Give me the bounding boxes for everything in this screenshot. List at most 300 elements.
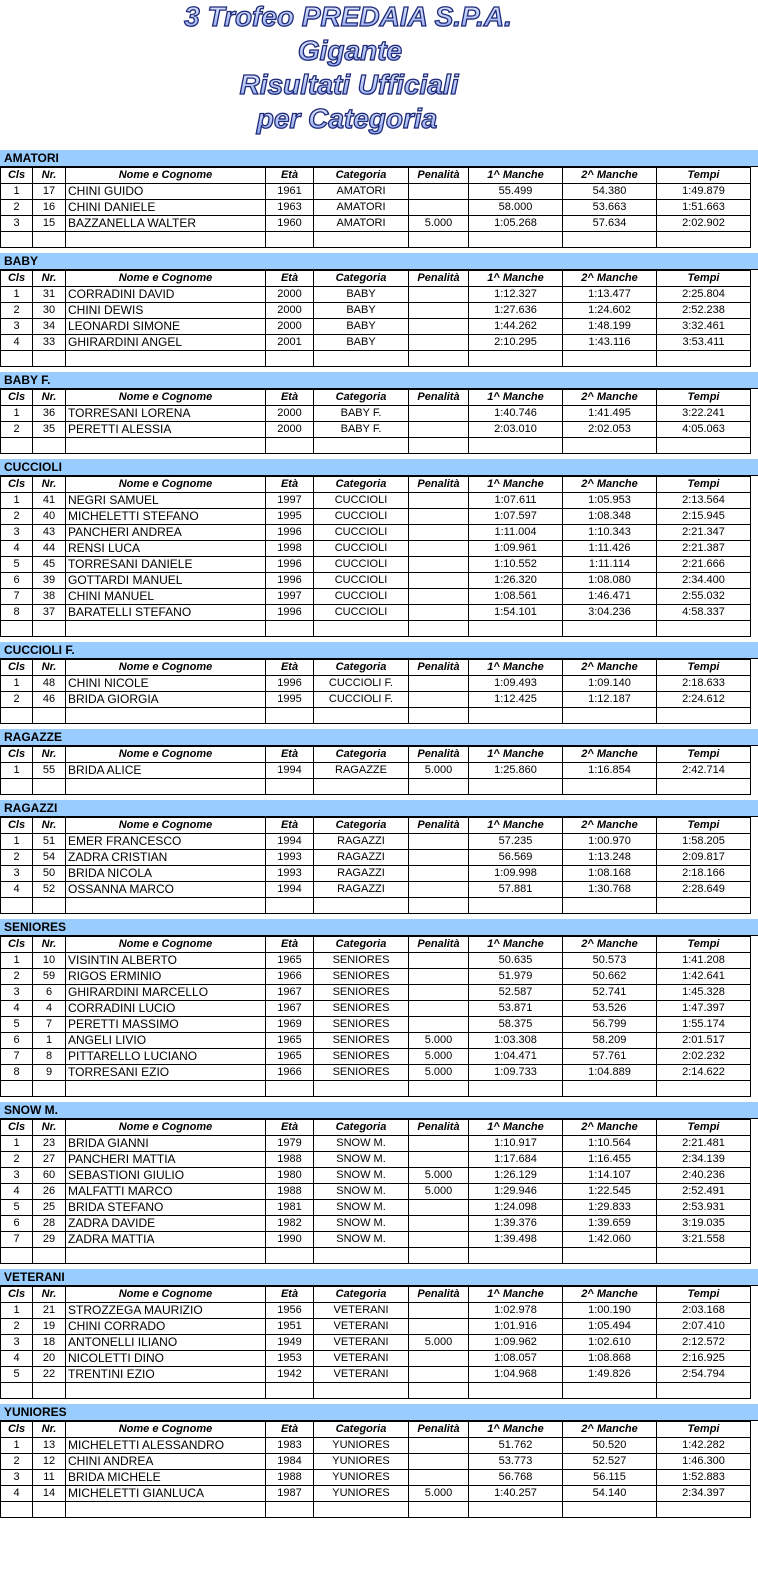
table-cell: 37 <box>33 605 66 621</box>
table-cell: 2:18.166 <box>657 866 751 882</box>
table-cell: SNOW M. <box>314 1168 409 1184</box>
table-cell: GHIRARDINI ANGEL <box>66 335 266 351</box>
table-cell: 1 <box>1 406 33 422</box>
table-cell: 1:04.889 <box>563 1065 657 1081</box>
table-cell: 56.768 <box>469 1470 563 1486</box>
table-cell: 1988 <box>266 1152 314 1168</box>
table-cell: 1:09.140 <box>563 676 657 692</box>
table-row <box>1 493 751 509</box>
column-header: Nome e Cognome <box>66 747 266 763</box>
table-cell: 2:02.053 <box>563 422 657 438</box>
table-cell: 2:34.400 <box>657 573 751 589</box>
table-cell: 1983 <box>266 1438 314 1454</box>
table-cell: RAGAZZE <box>314 763 409 779</box>
table-cell: 1:39.659 <box>563 1216 657 1232</box>
table-cell: TORRESANI LORENA <box>66 406 266 422</box>
table-cell: 54 <box>33 850 66 866</box>
column-header: Penalità <box>409 271 469 287</box>
table-cell: 1:04.968 <box>469 1367 563 1383</box>
empty-cell <box>66 1248 266 1264</box>
table-row <box>1 303 751 319</box>
empty-cell <box>563 779 657 795</box>
table-cell: 1:46.471 <box>563 589 657 605</box>
table-cell: 1966 <box>266 969 314 985</box>
empty-cell <box>314 1081 409 1097</box>
table-cell: 27 <box>33 1152 66 1168</box>
column-header: Tempi <box>657 390 751 406</box>
table-cell: RAGAZZI <box>314 834 409 850</box>
table-cell: 2000 <box>266 287 314 303</box>
column-header: Penalità <box>409 660 469 676</box>
table-row <box>1 1232 751 1248</box>
table-cell: 2:07.410 <box>657 1319 751 1335</box>
table-cell: 2:02.902 <box>657 216 751 232</box>
column-header: Nome e Cognome <box>66 168 266 184</box>
category-block <box>0 459 758 642</box>
table-cell: 1:40.257 <box>469 1486 563 1502</box>
table-row <box>1 589 751 605</box>
table-cell: 1:07.597 <box>469 509 563 525</box>
table-cell: CUCCIOLI <box>314 541 409 557</box>
table-cell: YUNIORES <box>314 1486 409 1502</box>
empty-cell <box>657 708 751 724</box>
table-cell <box>409 422 469 438</box>
table-cell <box>409 1216 469 1232</box>
table-row <box>1 1152 751 1168</box>
results-table <box>0 659 751 724</box>
table-cell: 1984 <box>266 1454 314 1470</box>
table-row <box>1 573 751 589</box>
table-row <box>1 216 751 232</box>
table-cell <box>409 969 469 985</box>
column-header: Nr. <box>33 168 66 184</box>
column-header: 2^ Manche <box>563 1422 657 1438</box>
column-header: 2^ Manche <box>563 390 657 406</box>
table-cell: 54.140 <box>563 1486 657 1502</box>
empty-cell <box>1 1081 33 1097</box>
table-cell: 19 <box>33 1319 66 1335</box>
table-cell: 1:08.057 <box>469 1351 563 1367</box>
table-cell: ANGELI LIVIO <box>66 1033 266 1049</box>
table-cell: 1 <box>1 953 33 969</box>
column-header: Nome e Cognome <box>66 1287 266 1303</box>
table-cell: 5 <box>1 1017 33 1033</box>
category-block <box>0 372 758 459</box>
table-cell: 2:34.139 <box>657 1152 751 1168</box>
table-cell: BABY <box>314 303 409 319</box>
table-cell: 1:09.998 <box>469 866 563 882</box>
table-cell: 15 <box>33 216 66 232</box>
table-cell: 1:47.397 <box>657 1001 751 1017</box>
empty-cell <box>1 351 33 367</box>
column-header: Categoria <box>314 1287 409 1303</box>
table-row <box>1 1001 751 1017</box>
empty-cell <box>1 779 33 795</box>
table-cell: 4 <box>1 882 33 898</box>
table-cell: 2:28.649 <box>657 882 751 898</box>
table-cell: 57.634 <box>563 216 657 232</box>
column-header: Nr. <box>33 390 66 406</box>
column-header: 2^ Manche <box>563 1287 657 1303</box>
table-cell: BABY F. <box>314 406 409 422</box>
table-cell: 5.000 <box>409 1168 469 1184</box>
column-header: Cls <box>1 168 33 184</box>
table-cell: 52.587 <box>469 985 563 1001</box>
column-header: 2^ Manche <box>563 818 657 834</box>
column-header: Categoria <box>314 477 409 493</box>
table-cell <box>409 1152 469 1168</box>
table-cell: 1:39.376 <box>469 1216 563 1232</box>
table-cell: 1995 <box>266 692 314 708</box>
empty-cell <box>1 1502 33 1518</box>
empty-cell <box>409 1081 469 1097</box>
table-cell: 1996 <box>266 557 314 573</box>
table-cell: 1:11.426 <box>563 541 657 557</box>
empty-cell <box>314 1383 409 1399</box>
table-cell: 4:58.337 <box>657 605 751 621</box>
table-cell: 1:48.199 <box>563 319 657 335</box>
column-header: Età <box>266 937 314 953</box>
column-header: Nome e Cognome <box>66 660 266 676</box>
table-cell: 1:41.495 <box>563 406 657 422</box>
table-cell: OSSANNA MARCO <box>66 882 266 898</box>
table-cell: 1:54.101 <box>469 605 563 621</box>
table-cell <box>409 287 469 303</box>
table-cell <box>409 1351 469 1367</box>
table-cell: 1:00.190 <box>563 1303 657 1319</box>
empty-cell <box>657 621 751 637</box>
table-cell: BRIDA GIORGIA <box>66 692 266 708</box>
table-row <box>1 1033 751 1049</box>
table-cell: 35 <box>33 422 66 438</box>
table-cell: 2:53.931 <box>657 1200 751 1216</box>
table-row <box>1 1486 751 1502</box>
empty-cell <box>33 1502 66 1518</box>
table-cell: 1:12.187 <box>563 692 657 708</box>
column-header: Nr. <box>33 1287 66 1303</box>
table-cell: 57.761 <box>563 1049 657 1065</box>
empty-cell <box>33 1383 66 1399</box>
table-cell: 8 <box>1 1065 33 1081</box>
table-cell: 51.979 <box>469 969 563 985</box>
column-header: Tempi <box>657 937 751 953</box>
empty-cell <box>563 351 657 367</box>
title-line-3: Risultati Ufficiali <box>239 69 459 100</box>
column-header: Età <box>266 1287 314 1303</box>
table-cell: 1:09.961 <box>469 541 563 557</box>
table-row <box>1 557 751 573</box>
column-header: 1^ Manche <box>469 660 563 676</box>
table-cell: RENSI LUCA <box>66 541 266 557</box>
column-header: Penalità <box>409 1120 469 1136</box>
table-cell: 6 <box>1 1033 33 1049</box>
table-cell: 1:51.663 <box>657 200 751 216</box>
table-cell: VETERANI <box>314 1303 409 1319</box>
table-cell: 14 <box>33 1486 66 1502</box>
empty-cell <box>469 438 563 454</box>
table-cell: 1:03.308 <box>469 1033 563 1049</box>
column-header: Penalità <box>409 168 469 184</box>
table-cell: AMATORI <box>314 200 409 216</box>
table-cell: 1:24.602 <box>563 303 657 319</box>
empty-cell <box>266 898 314 914</box>
table-cell: 13 <box>33 1438 66 1454</box>
table-cell: 7 <box>33 1017 66 1033</box>
table-cell: 1960 <box>266 216 314 232</box>
table-cell: 1:42.282 <box>657 1438 751 1454</box>
table-row <box>1 1454 751 1470</box>
table-cell: ZADRA MATTIA <box>66 1232 266 1248</box>
category-block <box>0 150 758 253</box>
category-block <box>0 729 758 800</box>
empty-cell <box>266 1383 314 1399</box>
column-header: Cls <box>1 390 33 406</box>
table-cell: RAGAZZI <box>314 866 409 882</box>
category-header: YUNIORES <box>0 1404 758 1421</box>
table-cell: 2000 <box>266 406 314 422</box>
table-cell: 4:05.063 <box>657 422 751 438</box>
table-cell: 1965 <box>266 1033 314 1049</box>
table-cell: BRIDA GIANNI <box>66 1136 266 1152</box>
title-line-1: 3 Trofeo PREDAIA S.P.A. <box>184 1 512 32</box>
table-cell: 50 <box>33 866 66 882</box>
table-cell: CUCCIOLI <box>314 605 409 621</box>
table-cell: 25 <box>33 1200 66 1216</box>
table-header-row <box>1 168 751 184</box>
column-header: Età <box>266 390 314 406</box>
empty-cell <box>314 351 409 367</box>
table-cell: 1:27.636 <box>469 303 563 319</box>
column-header: Nome e Cognome <box>66 390 266 406</box>
table-cell: 43 <box>33 525 66 541</box>
table-cell: 1:46.300 <box>657 1454 751 1470</box>
table-cell: SENIORES <box>314 1033 409 1049</box>
column-header: Nr. <box>33 660 66 676</box>
table-cell <box>409 1438 469 1454</box>
table-cell: 5.000 <box>409 1486 469 1502</box>
empty-cell <box>563 232 657 248</box>
table-cell: 1:10.917 <box>469 1136 563 1152</box>
empty-cell <box>266 351 314 367</box>
table-cell: 2:02.232 <box>657 1049 751 1065</box>
table-cell <box>409 1470 469 1486</box>
column-header: 1^ Manche <box>469 168 563 184</box>
empty-cell <box>66 1383 266 1399</box>
table-cell: 30 <box>33 303 66 319</box>
table-cell: 22 <box>33 1367 66 1383</box>
table-cell: 1:09.733 <box>469 1065 563 1081</box>
empty-cell <box>469 1248 563 1264</box>
table-cell <box>409 589 469 605</box>
table-cell: 2 <box>1 1454 33 1470</box>
table-cell: TRENTINI EZIO <box>66 1367 266 1383</box>
table-cell <box>409 834 469 850</box>
table-cell: 55 <box>33 763 66 779</box>
table-cell: 1:08.348 <box>563 509 657 525</box>
table-cell: 1:12.327 <box>469 287 563 303</box>
table-cell: 56.115 <box>563 1470 657 1486</box>
table-cell: 1996 <box>266 605 314 621</box>
empty-cell <box>563 1081 657 1097</box>
column-header: 1^ Manche <box>469 271 563 287</box>
table-row <box>1 406 751 422</box>
empty-cell <box>266 779 314 795</box>
empty-cell <box>657 232 751 248</box>
category-header: BABY F. <box>0 372 758 389</box>
table-cell <box>409 184 469 200</box>
column-header: Cls <box>1 271 33 287</box>
table-cell: CORRADINI LUCIO <box>66 1001 266 1017</box>
results-table <box>0 167 751 248</box>
table-row <box>1 1470 751 1486</box>
category-block <box>0 1269 758 1404</box>
table-cell: 1:10.552 <box>469 557 563 573</box>
table-cell: CUCCIOLI <box>314 525 409 541</box>
table-row <box>1 525 751 541</box>
column-header: Nr. <box>33 1120 66 1136</box>
table-cell: 56.569 <box>469 850 563 866</box>
table-cell: 29 <box>33 1232 66 1248</box>
table-cell: 39 <box>33 573 66 589</box>
title-banner <box>0 0 758 150</box>
empty-cell <box>314 1248 409 1264</box>
table-cell: 1949 <box>266 1335 314 1351</box>
empty-cell <box>314 779 409 795</box>
column-header: 2^ Manche <box>563 1120 657 1136</box>
table-cell: MICHELETTI STEFANO <box>66 509 266 525</box>
empty-cell <box>563 438 657 454</box>
table-cell: 4 <box>1 1486 33 1502</box>
results-table <box>0 817 751 914</box>
empty-cell <box>469 351 563 367</box>
table-cell: 1:17.684 <box>469 1152 563 1168</box>
empty-cell <box>33 1248 66 1264</box>
column-header: Categoria <box>314 271 409 287</box>
table-cell: 2:34.397 <box>657 1486 751 1502</box>
empty-cell <box>314 898 409 914</box>
table-cell: 5.000 <box>409 216 469 232</box>
table-cell: CUCCIOLI F. <box>314 692 409 708</box>
table-row <box>1 335 751 351</box>
table-cell: 7 <box>1 589 33 605</box>
table-cell: 3 <box>1 985 33 1001</box>
spacer-row <box>1 779 751 795</box>
results-table <box>0 936 751 1097</box>
table-cell <box>409 953 469 969</box>
table-cell: 2 <box>1 200 33 216</box>
table-cell <box>409 557 469 573</box>
column-header: 1^ Manche <box>469 477 563 493</box>
table-row <box>1 422 751 438</box>
table-cell: PERETTI ALESSIA <box>66 422 266 438</box>
table-cell: 2 <box>1 1152 33 1168</box>
column-header: 2^ Manche <box>563 271 657 287</box>
table-row <box>1 1049 751 1065</box>
table-cell: SNOW M. <box>314 1216 409 1232</box>
empty-cell <box>409 1248 469 1264</box>
table-row <box>1 834 751 850</box>
empty-cell <box>409 779 469 795</box>
table-cell <box>409 882 469 898</box>
table-cell: 2:03.168 <box>657 1303 751 1319</box>
empty-cell <box>469 232 563 248</box>
empty-cell <box>66 438 266 454</box>
table-cell: 1:10.564 <box>563 1136 657 1152</box>
table-cell: 2000 <box>266 319 314 335</box>
column-header: Nome e Cognome <box>66 937 266 953</box>
empty-cell <box>314 621 409 637</box>
table-cell: 1:12.425 <box>469 692 563 708</box>
table-cell: 53.663 <box>563 200 657 216</box>
table-row <box>1 850 751 866</box>
table-cell: SNOW M. <box>314 1200 409 1216</box>
column-header: Nome e Cognome <box>66 477 266 493</box>
table-cell: 1981 <box>266 1200 314 1216</box>
table-cell: 1:29.946 <box>469 1184 563 1200</box>
column-header: Penalità <box>409 1422 469 1438</box>
table-cell: BABY <box>314 319 409 335</box>
table-cell: 1:13.248 <box>563 850 657 866</box>
empty-cell <box>1 232 33 248</box>
table-cell: 2:25.804 <box>657 287 751 303</box>
table-cell: YUNIORES <box>314 1438 409 1454</box>
column-header: Cls <box>1 1287 33 1303</box>
table-cell: 5.000 <box>409 763 469 779</box>
column-header: Categoria <box>314 818 409 834</box>
table-cell: 1994 <box>266 763 314 779</box>
column-header: Età <box>266 477 314 493</box>
table-cell: 1:39.498 <box>469 1232 563 1248</box>
empty-cell <box>409 898 469 914</box>
table-cell: 6 <box>1 573 33 589</box>
category-block <box>0 1404 758 1523</box>
spacer-row <box>1 438 751 454</box>
spacer-row <box>1 1383 751 1399</box>
table-cell: 50.573 <box>563 953 657 969</box>
category-header: CUCCIOLI <box>0 459 758 476</box>
column-header: Penalità <box>409 937 469 953</box>
empty-cell <box>657 779 751 795</box>
table-cell: 1:40.746 <box>469 406 563 422</box>
table-cell: 1951 <box>266 1319 314 1335</box>
spacer-row <box>1 1081 751 1097</box>
results-table <box>0 270 751 367</box>
empty-cell <box>657 438 751 454</box>
table-row <box>1 319 751 335</box>
table-cell: 2:13.564 <box>657 493 751 509</box>
table-cell: 1:10.343 <box>563 525 657 541</box>
category-header: VETERANI <box>0 1269 758 1286</box>
column-header: Categoria <box>314 390 409 406</box>
empty-cell <box>469 898 563 914</box>
column-header: Nr. <box>33 747 66 763</box>
table-cell <box>409 1303 469 1319</box>
table-cell: 23 <box>33 1136 66 1152</box>
table-cell: 2:42.714 <box>657 763 751 779</box>
table-cell: 2:16.925 <box>657 1351 751 1367</box>
table-cell: 50.662 <box>563 969 657 985</box>
table-cell <box>409 1200 469 1216</box>
table-cell: 1994 <box>266 834 314 850</box>
column-header: Cls <box>1 747 33 763</box>
table-cell: 1:08.868 <box>563 1351 657 1367</box>
table-cell: 1980 <box>266 1168 314 1184</box>
empty-cell <box>33 351 66 367</box>
table-row <box>1 1065 751 1081</box>
empty-cell <box>66 898 266 914</box>
table-cell: 7 <box>1 1049 33 1065</box>
column-header: Categoria <box>314 1120 409 1136</box>
